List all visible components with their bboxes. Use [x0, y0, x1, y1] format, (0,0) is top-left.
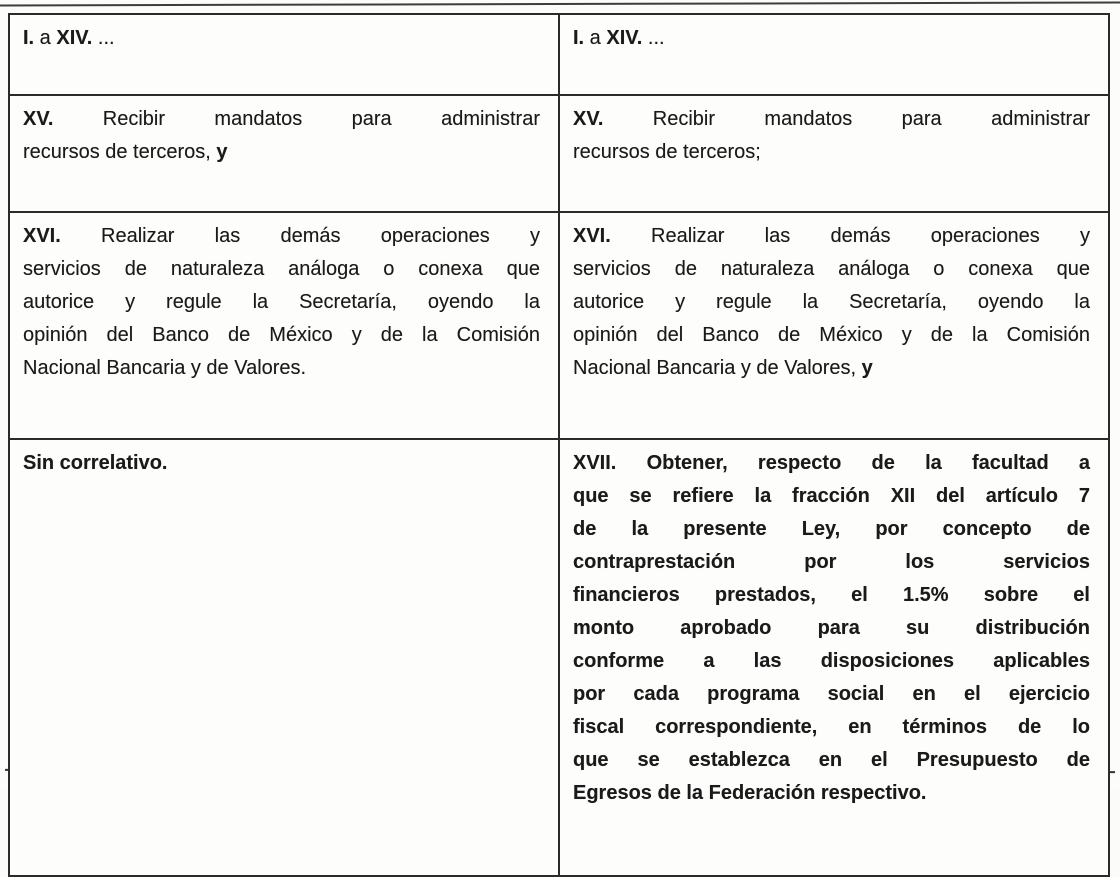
text-line: [573, 352, 1090, 385]
text-run: que se refiere la fracción XII del artículo 7: [573, 485, 1090, 507]
text-run: ...: [92, 27, 115, 49]
table-row-fraccion-xv: [9, 95, 1109, 212]
text-run: recursos de terceros,: [23, 141, 217, 163]
text-run: Realizar las demás operaciones y: [60, 225, 540, 247]
cell-left-sin-correlativo: [9, 439, 559, 876]
text-line: [23, 447, 540, 480]
text-line: [573, 645, 1090, 678]
text-run: servicios de naturaleza análoga o conexa que: [23, 258, 540, 280]
text-run: a: [584, 27, 607, 49]
text-run: y: [861, 357, 873, 379]
text-line: [573, 612, 1090, 645]
table-row-fracciones-i-xiv: [9, 14, 1109, 95]
text-run: monto aprobado para su distribución: [573, 617, 1090, 639]
text-line: [573, 319, 1090, 352]
text-run: Nacional Bancaria y de Valores,: [573, 357, 862, 379]
text-run: XV.: [573, 108, 604, 130]
text-run: XVII. Obtener, respecto de la facultad a: [573, 452, 1090, 474]
text-run: conforme a las disposiciones aplicables: [573, 650, 1090, 672]
text-line: [573, 744, 1090, 777]
text-line: [23, 319, 540, 352]
text-run: opinión del Banco de México y de la Comisión: [23, 324, 540, 346]
text-run: a: [34, 27, 57, 49]
text-line: [23, 22, 540, 55]
cell-left-fracciones-i-xiv: [9, 14, 559, 95]
text-line: [573, 711, 1090, 744]
text-line: [573, 777, 1090, 810]
text-run: Realizar las demás operaciones y: [610, 225, 1090, 247]
text-run: XV.: [23, 108, 54, 130]
text-run: autorice y regule la Secretaría, oyendo la: [573, 291, 1090, 313]
text-run: XVI.: [23, 225, 61, 247]
text-run: Nacional Bancaria y de Valores.: [23, 357, 307, 379]
text-run: opinión del Banco de México y de la Comisión: [573, 324, 1090, 346]
text-run: ...: [642, 27, 665, 49]
text-run: Recibir mandatos para administrar: [53, 108, 540, 130]
text-run: contraprestación por los servicios: [573, 551, 1090, 573]
text-line: [23, 220, 540, 253]
text-line: [23, 352, 540, 385]
scan-edge-line-top: [0, 2, 1120, 7]
text-run: autorice y regule la Secretaría, oyendo la: [23, 291, 540, 313]
text-run: por cada programa social en el ejercicio: [573, 683, 1090, 705]
text-run: recursos de terceros;: [573, 141, 761, 163]
text-run: de la presente Ley, por concepto de: [573, 518, 1090, 540]
text-run: Egresos de la Federación respectivo.: [573, 782, 927, 804]
text-line: [573, 286, 1090, 319]
cell-left-fraccion-xvi: [9, 212, 559, 439]
text-line: [573, 579, 1090, 612]
text-run: I.: [573, 27, 585, 49]
text-run: financieros prestados, el 1.5% sobre el: [573, 584, 1090, 606]
cell-right-fraccion-xvii: [559, 439, 1109, 876]
text-line: [573, 253, 1090, 286]
text-line: [573, 103, 1090, 136]
cell-right-fraccion-xv: [559, 95, 1109, 212]
cell-left-fraccion-xv: [9, 95, 559, 212]
text-run: XVI.: [573, 225, 611, 247]
text-run: fiscal correspondiente, en términos de lo: [573, 716, 1090, 738]
text-run: XIV.: [606, 27, 643, 49]
text-line: [23, 103, 540, 136]
table-row-fraccion-xvii: [9, 439, 1109, 876]
text-line: [573, 546, 1090, 579]
text-run: Sin correlativo.: [23, 452, 168, 474]
text-line: [573, 678, 1090, 711]
text-run: XIV.: [56, 27, 93, 49]
text-line: [573, 447, 1090, 480]
cell-right-fraccion-xvi: [559, 212, 1109, 439]
cell-right-fracciones-i-xiv: [559, 14, 1109, 95]
text-run: Recibir mandatos para administrar: [603, 108, 1090, 130]
text-run: que se establezca en el Presupuesto de: [573, 749, 1090, 771]
text-line: [23, 253, 540, 286]
text-run: I.: [23, 27, 35, 49]
text-run: servicios de naturaleza análoga o conexa que: [573, 258, 1090, 280]
text-line: [573, 22, 1090, 55]
comparison-table: [8, 13, 1110, 877]
text-line: [573, 220, 1090, 253]
text-run: y: [216, 141, 228, 163]
text-line: [573, 136, 1090, 169]
text-line: [573, 480, 1090, 513]
text-line: [23, 136, 540, 169]
text-line: [23, 286, 540, 319]
text-line: [573, 513, 1090, 546]
table-row-fraccion-xvi: [9, 212, 1109, 439]
